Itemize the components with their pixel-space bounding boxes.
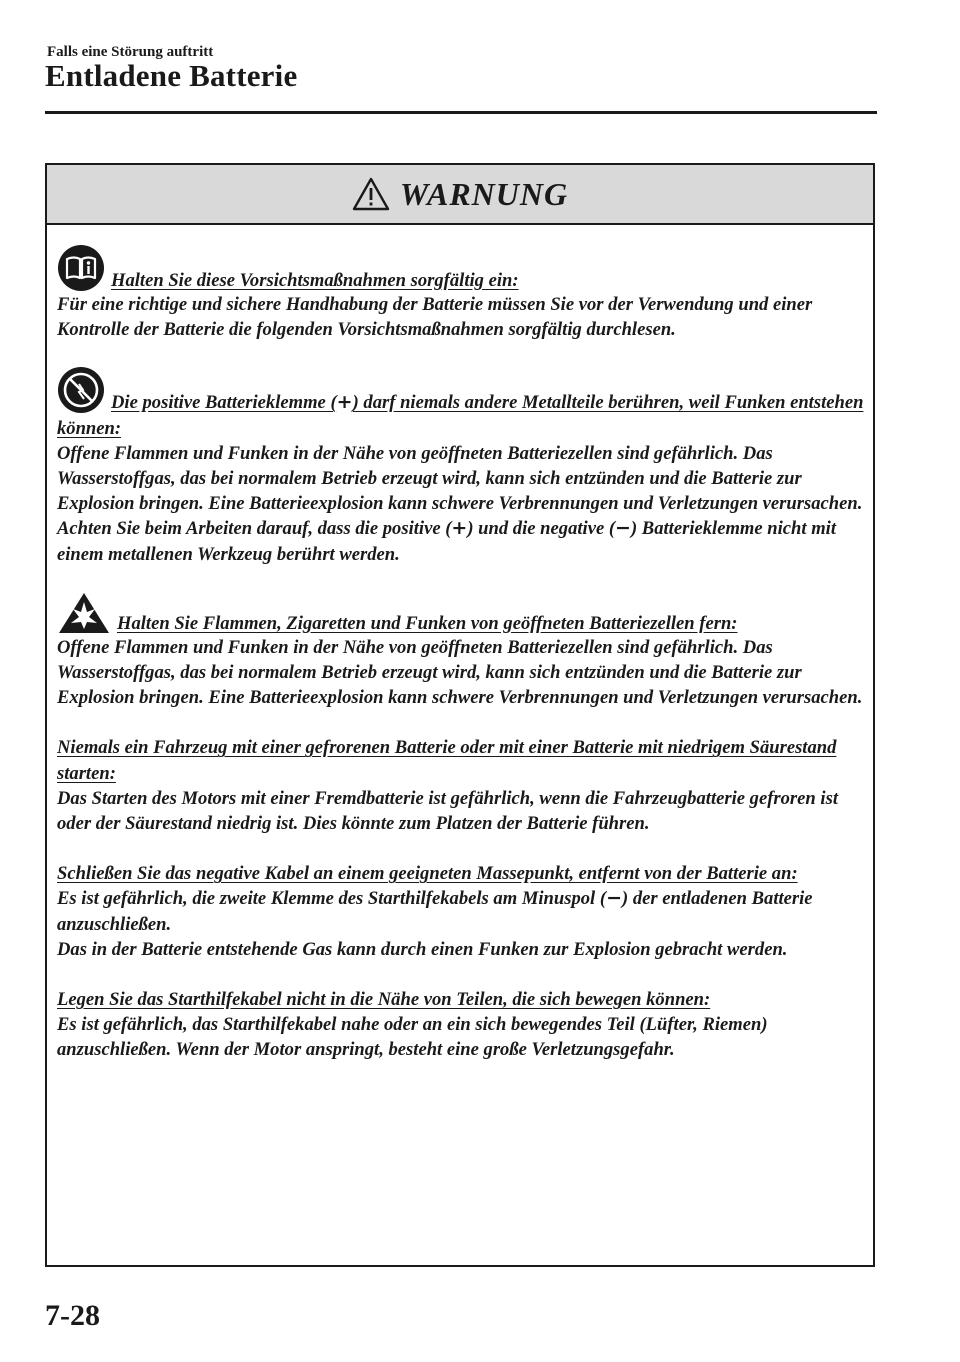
warning-item (57, 987, 865, 1063)
warning-item (57, 244, 865, 342)
minus-symbol: − (606, 887, 622, 910)
item-heading-row (57, 244, 865, 292)
warning-body (47, 244, 873, 1063)
warning-item (57, 591, 865, 711)
item-text-part: ) der entladenen Batterie anzuschließen. (57, 888, 813, 935)
item-text (57, 886, 865, 936)
item-text: Für eine richtige und sichere Handhabung der Batterie müssen Sie vor der Verwendung und einer Kontrolle der Batterie die folgenden Vorsichtsmaßnahmen sorgfältig durchlesen. (57, 294, 813, 341)
item-text-part: ) und die negative ( (467, 518, 616, 540)
item-text (57, 441, 865, 567)
item-heading-row (57, 591, 865, 635)
item-text-part: Offene Flammen und Funken in der Nähe von geöffneten Batteriezellen sind gefährlich. Das Wasserstoffgas, das bei normalem Betrieb erzeugt wird, kann sich entzünden und die Batterie zur Explosion bringen. Eine Batterieexplosion kann schwere Verbrennungen und Verletzungen verursachen. Achten Sie beim Arbeiten darauf, dass die positive ( (57, 442, 863, 540)
item-heading: Legen Sie das Starthilfekabel nicht in die Nähe von Teilen, die sich bewegen können: (57, 989, 711, 1011)
no-sparks-icon (57, 366, 105, 414)
warning-item (57, 735, 865, 836)
plus-symbol: + (451, 517, 468, 540)
warning-triangle-icon (352, 177, 390, 211)
item-heading (57, 392, 863, 438)
item-heading: Schließen Sie das negative Kabel an einem geeigneten Massepunkt, entfernt von der Batterie an: (57, 863, 798, 885)
item-heading: Halten Sie diese Vorsichtsmaßnahmen sorgfältig ein: (111, 269, 519, 291)
page-number: 7-28 (45, 1299, 100, 1332)
warning-item (57, 861, 865, 962)
item-heading: Niemals ein Fahrzeug mit einer gefrorenen Batterie oder mit einer Batterie mit niedrigem Säurestand starten: (57, 737, 837, 784)
item-heading-part: ) darf niemals andere Metallteile berühren, weil Funken entstehen können: (57, 392, 864, 439)
item-text-part: Es ist gefährlich, die zweite Klemme des Starthilfekabels am Minuspol ( (57, 888, 607, 910)
warning-box (45, 163, 875, 1267)
page-title: Entladene Batterie (45, 58, 298, 93)
item-heading-part: Die positive Batterieklemme ( (111, 392, 337, 414)
warning-title: WARNUNG (399, 175, 569, 212)
item-text: Das in der Batterie entstehende Gas kann durch einen Funken zur Explosion gebracht werden. (57, 938, 788, 960)
warning-item (57, 366, 865, 566)
explosion-hazard-icon (57, 591, 111, 635)
plus-symbol: + (336, 391, 353, 414)
item-text: Es ist gefährlich, das Starthilfekabel nahe oder an ein sich bewegendes Teil (Lüfter, Riemen) anzuschließen. Wenn der Motor anspringt, besteht eine große Verletzungsgefahr. (57, 1014, 768, 1061)
item-text: Das Starten des Motors mit einer Fremdbatterie ist gefährlich, wenn die Fahrzeugbatterie gefroren ist oder der Säurestand niedrig ist. Dies könnte zum Platzen der Batterie führen. (57, 787, 838, 835)
item-text: Offene Flammen und Funken in der Nähe von geöffneten Batteriezellen sind gefährlich. Das Wasserstoffgas, das bei normalem Betrieb erzeugt wird, kann sich entzünden und die Batterie zur Explosion bringen. Eine Batterieexplosion kann schwere Verbrennungen und Verletzungen verursachen. (57, 636, 863, 709)
minus-symbol: − (615, 517, 631, 540)
item-text-part: ) Batterieklemme nicht mit einem metallenen Werkzeug berührt werden. (57, 518, 836, 565)
section-label: Falls eine Störung auftritt (47, 44, 214, 60)
warning-header (47, 165, 873, 225)
read-manual-icon (57, 244, 105, 292)
item-heading: Halten Sie Flammen, Zigaretten und Funken von geöffneten Batteriezellen fern: (117, 612, 738, 634)
title-rule (45, 111, 877, 114)
